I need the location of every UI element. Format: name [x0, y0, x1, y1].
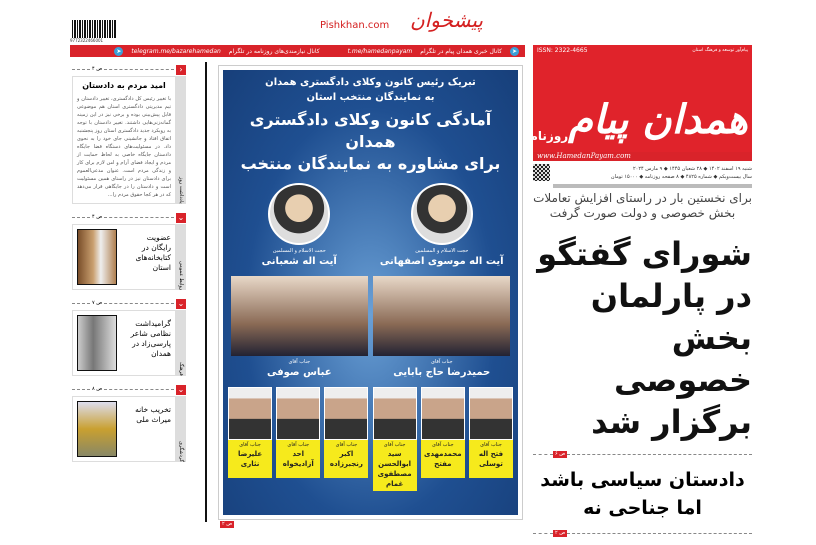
candidate-row [228, 387, 513, 491]
page-ref: ص ۴ [92, 66, 103, 72]
arrow-down-icon: ⌄ [177, 212, 185, 222]
candidate-name: علیرضا نثاری [237, 450, 263, 468]
portrait [411, 183, 473, 245]
candidate-title: جناب آقای [239, 442, 261, 448]
candidate-title: جناب آقای [480, 442, 502, 448]
candidate-card [276, 387, 320, 491]
item-title: عضویت رایگان در کتابخانه‌های استان [135, 233, 171, 272]
candidate-card [373, 387, 417, 491]
issue-info [533, 164, 752, 181]
section-tag: یادداشت روز [176, 76, 186, 204]
candidate-title: جناب آقای [335, 442, 358, 448]
candidate-name: محمدمهدی مفتح [424, 450, 462, 468]
candidate-photo [228, 387, 272, 440]
dotted-divider [533, 451, 752, 458]
ads-text: کانال نیازمندی‌های روزنامه در تلگرام [228, 47, 320, 55]
telegram-icon: ➤ [511, 47, 518, 55]
candidate-name: سید ابوالحسن مصطفوی غمام [377, 450, 412, 488]
photo [373, 276, 510, 356]
masthead [523, 45, 752, 152]
divider [553, 184, 752, 188]
sidebar-section [72, 212, 186, 290]
front-column [523, 45, 752, 545]
candidate-card [421, 387, 465, 491]
candidate-card [228, 387, 272, 491]
candidate-photo [373, 387, 417, 440]
page-ref: ص ۲ [555, 530, 566, 536]
candidate-card [324, 387, 368, 491]
person-name: آیت اله موسوی اصفهانی [379, 256, 504, 267]
candidate-photo [469, 387, 513, 440]
logo: همدان پیام [568, 96, 748, 143]
candidate-title: جناب آقای [383, 442, 406, 448]
ads-url[interactable]: telegram.me/bazarehamedan [131, 47, 221, 55]
section-header [72, 212, 186, 223]
main-headline[interactable]: شورای گفتگو در پارلمان بخش خصوصی برگزار شد [537, 235, 752, 441]
thumbnail [77, 315, 117, 371]
barcode-number: 9772322466001 [70, 38, 104, 43]
person [231, 183, 368, 268]
advertisement [218, 65, 523, 520]
section-tag: روابط عمومی [176, 224, 186, 290]
page-ref: ص ۴ [92, 214, 103, 220]
section-header [72, 384, 186, 395]
person-title: حجت الاسلام و المسلمین [415, 248, 469, 254]
mp-row [228, 276, 513, 379]
second-headline[interactable]: دادستان سیاسی باشد اما جناحی نه [540, 469, 745, 519]
person [373, 276, 510, 379]
issn: ISSN: 2322-4665 [537, 47, 588, 54]
section-tag: فرهنگ [176, 310, 186, 376]
note-title: امید مردم به دادستان [82, 81, 166, 90]
candidate-photo [421, 387, 465, 440]
photo [231, 276, 368, 356]
arrow-down-icon: ⌄ [177, 298, 185, 308]
section-header [72, 298, 186, 309]
watermark-url: Pishkhan.com [320, 20, 390, 31]
person-name: عباس صوفی [266, 367, 332, 378]
person-name: آیت اله شعبانی [261, 256, 337, 267]
candidate-name: اکبر رنجبرزاده [329, 450, 363, 468]
candidate-photo [324, 387, 368, 440]
qr-code [533, 164, 550, 181]
candidate-title: جناب آقای [431, 442, 454, 448]
section-tag: گردشگری [176, 396, 186, 462]
sidebar [72, 64, 186, 462]
slogan: پیام‌آور توسعه و فرهنگ استان [692, 48, 748, 53]
clergy-row [228, 183, 513, 268]
person-title: حجت الاسلام و المسلمین [272, 248, 326, 254]
sidebar-item[interactable] [72, 396, 176, 462]
arrow-icon: ‹ [176, 65, 186, 75]
page-ref: ص ۶ [555, 451, 566, 457]
sidebar-item[interactable] [72, 310, 176, 376]
candidate-name: احد آزادیخواه [282, 450, 314, 468]
person [373, 183, 510, 268]
website-url[interactable]: www.HamedanPayam.com [533, 152, 752, 161]
person-name: حمیدرضا حاج بابایی [393, 367, 491, 378]
channel-url[interactable]: t.me/hamedanpayam [347, 47, 413, 55]
page-ref: ص ۲ [222, 521, 233, 527]
candidate-card [469, 387, 513, 491]
thumbnail [77, 401, 117, 457]
watermark-logo: پیشخوان [410, 8, 483, 32]
editorial-note[interactable] [72, 76, 176, 204]
kicker: برای نخستین بار در راستای افزایش تعاملات بخش خصوصی و دولت صورت گرفت [533, 191, 752, 220]
person-title: جناب آقای [430, 359, 453, 365]
ad-headline: آمادگی کانون وکلای دادگستری همدان برای مشاوره به نمایندگان منتخب [240, 110, 501, 173]
candidate-name: فتح اله توسلی [478, 450, 504, 468]
dotted-divider [533, 530, 752, 537]
page-ref: ص ۸ [92, 386, 103, 392]
thumbnail [77, 229, 117, 285]
sidebar-section [72, 298, 186, 376]
barcode [72, 20, 116, 38]
note-body: با تغییر رئیس کل دادگستری، تغییر دادستان و تیم مدیریتی دادگستری استان هم موضوعی قابل پیش‌بینی بوده و برخی نیز در این زمینه گمانه‌زنی‌هایی داشتند. تغییر دادستان با توجه به رویکرد جدید دادگستری استان روز پنجشنبه اتفاق افتاد و جانشینی جای خود را به نحوی داد. در مسئولیت‌های دستگاه قضا جایگاه دادستان جایگاه خاصی به لحاظ حمایت از مردم و ایجاد فضای آرام و امن لازم برای کار و زندگی مردم است. عنوان مدعی‌العموم برای دادستان نیز در راستای همین مسئولیت است و دادستان را در جایگاهی قرار می‌دهد که در هر کجا حقوق مردم را... [77, 96, 171, 198]
item-title: تخریب خانه میراث ملی [135, 405, 171, 424]
logo-sub: روزنامه [523, 129, 569, 143]
issue-line: سال بیست‌ویکم ◆ شماره ۴۸۲۵ ◆ ۸ صفحه روزنامه ◆ ۱۵۰۰۰ تومان [610, 173, 752, 180]
sidebar-item[interactable] [72, 224, 176, 290]
ad-title: تبریک رئیس کانون وکلای دادگستری همدان به نمایندگان منتخب استان [265, 77, 476, 103]
portrait [268, 183, 330, 245]
telegram-icon: ➤ [116, 47, 122, 55]
telegram-bar [70, 45, 525, 57]
person-title: جناب آقای [288, 359, 311, 365]
candidate-photo [276, 387, 320, 440]
candidate-title: جناب آقای [287, 442, 310, 448]
channel-text: کانال خبری همدان پیام در تلگرام [420, 47, 502, 55]
section-header [72, 64, 186, 75]
arrow-down-icon: ⌄ [177, 384, 185, 394]
sidebar-section [72, 384, 186, 462]
date-line: شنبه ۱۹ اسفند ۱۴۰۲ ◆ ۲۸ شعبان ۱۴۴۵ ◆ ۹ مارس ۲۰۲۴ [632, 165, 752, 172]
column-divider [205, 62, 207, 522]
person [231, 276, 368, 379]
item-title: گرامیداشت نظامی شاعر پارسی‌زاد در همدان [130, 319, 171, 358]
page-ref: ص ۷ [92, 300, 103, 306]
